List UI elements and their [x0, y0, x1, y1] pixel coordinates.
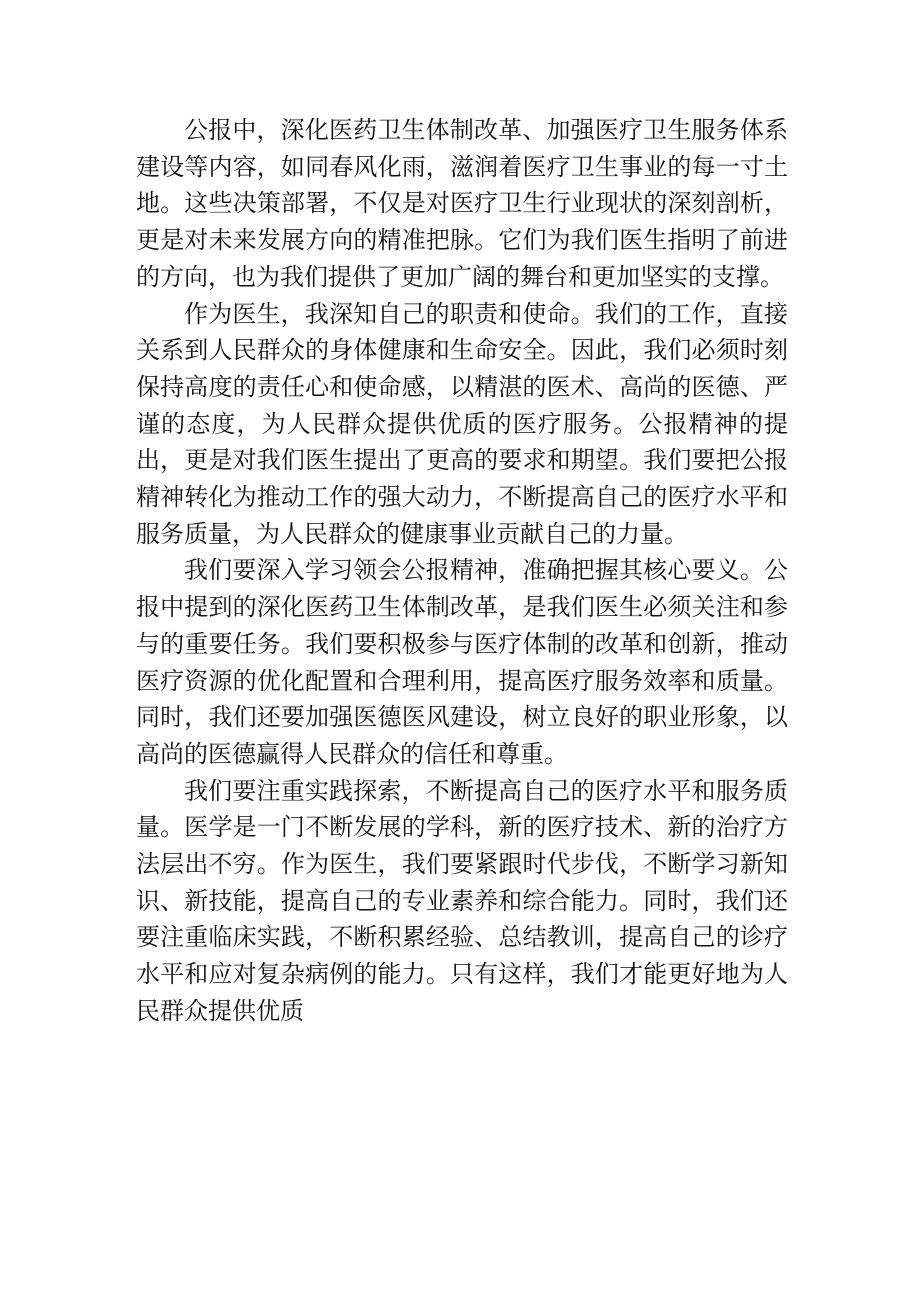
paragraph-2: 作为医生，我深知自己的职责和使命。我们的工作，直接关系到人民群众的身体健康和生命安全。因此，我们必须时刻保持高度的责任心和使命感，以精湛的医术、高尚的医德、严谨的态度，为人民群众提供优质的医疗服务。公报精神的提出，更是对我们医生提出了更高的要求和期望。我们要把公报精神转化为推动工作的强大动力，不断提高自己的医疗水平和服务质量，为人民群众的健康事业贡献自己的力量。 — [136, 299, 788, 548]
document-body — [136, 112, 788, 1030]
paragraph-3: 我们要深入学习领会公报精神，准确把握其核心要义。公报中提到的深化医药卫生体制改革，是我们医生必须关注和参与的重要任务。我们要积极参与医疗体制的改革和创新，推动医疗资源的优化配置和合理利用，提高医疗服务效率和质量。同时，我们还要加强医德医风建设，树立良好的职业形象，以高尚的医德赢得人民群众的信任和尊重。 — [136, 556, 788, 768]
paragraph-4: 我们要注重实践探索，不断提高自己的医疗水平和服务质量。医学是一门不断发展的学科，新的医疗技术、新的治疗方法层出不穷。作为医生，我们要紧跟时代步伐，不断学习新知识、新技能，提高自己的专业素养和综合能力。同时，我们还要注重临床实践，不断积累经验、总结教训，提高自己的诊疗水平和应对复杂病例的能力。只有这样，我们才能更好地为人民群众提供优质 — [136, 776, 788, 1025]
paragraph-1: 公报中，深化医药卫生体制改革、加强医疗卫生服务体系建设等内容，如同春风化雨，滋润着医疗卫生事业的每一寸土地。这些决策部署，不仅是对医疗卫生行业现状的深刻剖析，更是对未来发展方向的精准把脉。它们为我们医生指明了前进的方向，也为我们提供了更加广阔的舞台和更加坚实的支撑。 — [136, 116, 788, 291]
